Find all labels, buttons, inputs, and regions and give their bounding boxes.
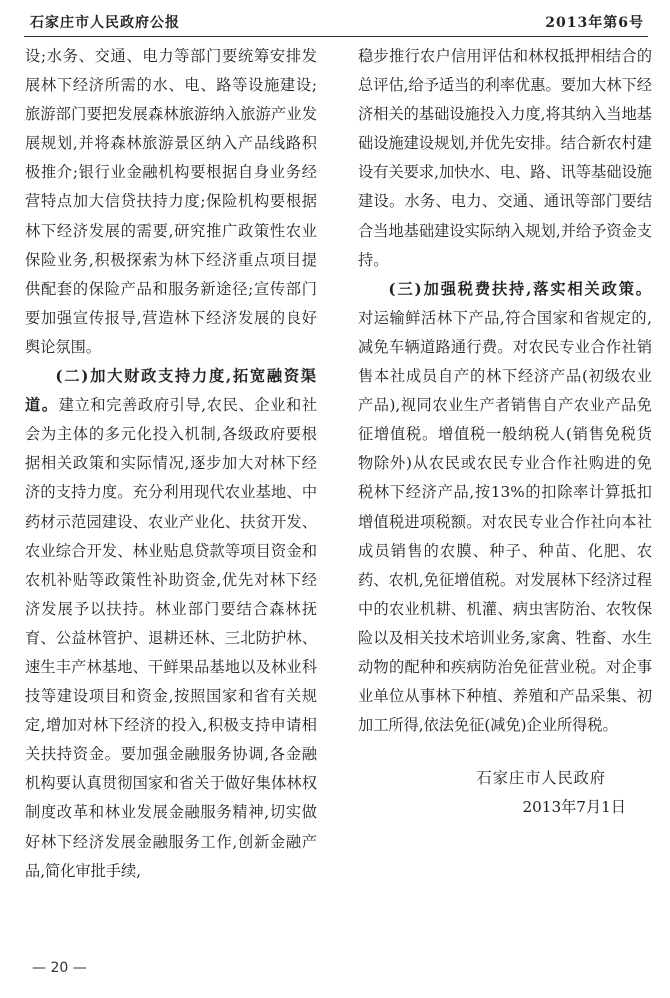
section-heading: (三)加强税费扶持,落实相关政策。 — [388, 279, 652, 298]
left-column — [25, 42, 317, 886]
body-paragraph: 稳步推行农户信用评估和林权抵押相结合的总评估,给予适当的利率优惠。要加大林下经济相关的基础设施投入力度,将其纳入当地基础设施建设规划,并优先安排。结合新农村建设有关要求,加快水、电、路、讯等基础设施建设。水务、电力、交通、通讯等部门要结合当地基础建设实际纳入规划,并给予资金支持。 — [358, 47, 652, 269]
signature-block — [358, 764, 652, 822]
page-header — [24, 6, 648, 37]
signature-date: 2013年7月1日 — [522, 798, 626, 817]
section-body: 对运输鲜活林下产品,符合国家和省规定的,减免车辆道路通行费。对农民专业合作社销售本社成员自产的林下经济产品(初级农业产品),视同农业生产者销售自产农业产品免征增值税。增值税一般纳税人(销售免税货物除外)从农民或农民专业合作社购进的免税林下经济产品,按13%的扣除率计算抵扣增值税进项税额。对农民专业合作社向本社成员销售的农膜、种子、种苗、化肥、农药、农机,免征增值税。对发展林下经济过程中的农业机耕、机灌、病虫害防治、农牧保险以及相关技术培训业务,家禽、牲畜、水生动物的配种和疾病防治免征营业税。对企事业单位从事林下种植、养殖和产品采集、初加工所得,依法免征(减免)企业所得税。 — [358, 308, 652, 735]
right-column — [358, 42, 652, 822]
publication-title: 石家庄市人民政府公报 — [30, 15, 180, 31]
page-number: — 20 — — [32, 960, 87, 976]
section-heading: (二)加大财政支持力度,拓宽融资渠道。 — [25, 367, 317, 415]
section-paragraph — [25, 362, 317, 886]
signature-org: 石家庄市人民政府 — [476, 769, 606, 788]
body-paragraph: 设;水务、交通、电力等部门要统筹安排发展林下经济所需的水、电、路等设施建设;旅游部门要把发展森林旅游纳入旅游产业发展规划,并将森林旅游景区纳入产品线路积极推介;银行业金融机构要根据自身业务经营特点加大信贷扶持力度;保险机构要根据林下经济发展的需要,研究推广政策性农业保险业务,积极探索为林下经济重点项目提供配套的保险产品和服务新途径;宣传部门要加强宣传报导,营造林下经济发展的良好舆论氛围。 — [25, 47, 317, 356]
section-paragraph — [358, 275, 652, 741]
issue-number: 2013年第6号 — [545, 15, 644, 31]
section-body: 建立和完善政府引导,农民、企业和社会为主体的多元化投入机制,各级政府要根据相关政策和实际情况,逐步加大对林下经济的支持力度。充分利用现代农业基地、中药材示范园建设、农业产业化、扶贫开发、农业综合开发、林业贴息贷款等项目资金和农机补贴等政策性补助资金,优先对林下经济发展予以扶持。林业部门要结合森林抚育、公益林管护、退耕还林、三北防护林、速生丰产林基地、干鲜果品基地以及林业科技等建设项目和资金,按照国家和省有关规定,增加对林下经济的投入,积极支持申请相关扶持资金。要加强金融服务协调,各金融机构要认真贯彻国家和省关于做好集体林权制度改革和林业发展金融服务精神,切实做好林下经济发展金融服务工作,创新金融产品,简化审批手续, — [25, 396, 318, 880]
